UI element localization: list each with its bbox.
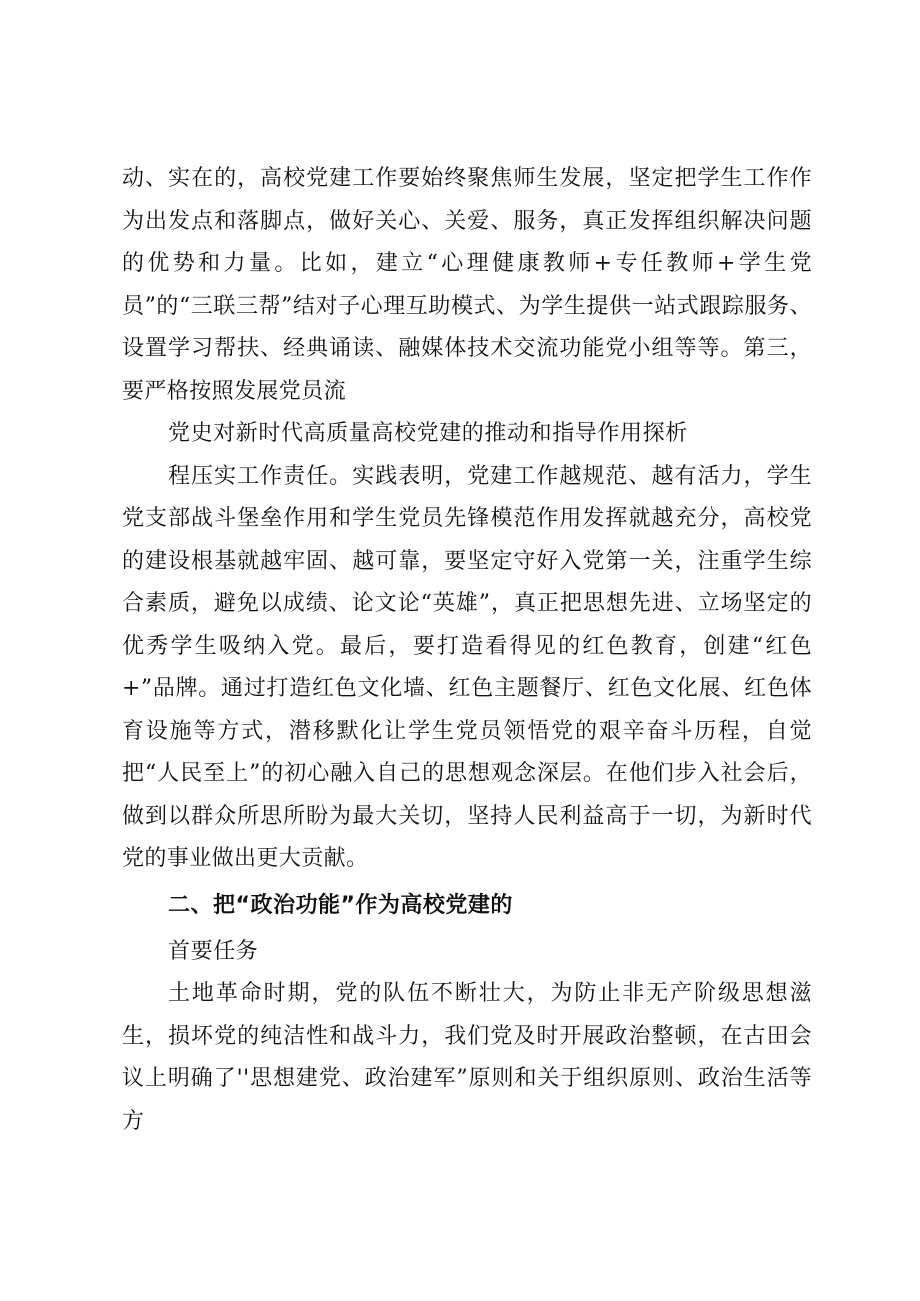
document-body <box>122 158 812 1143</box>
section-heading: 二、把“政治功能”作为高校党建的 <box>168 892 513 918</box>
section-heading-continuation: 首要任务 <box>168 938 259 964</box>
paragraph-continuation: 动、实在的，高校党建工作要始终聚焦师生发展，坚定把学生工作作为出发点和落脚点，做好关心、关爱、服务，真正发挥组织解决问题的优势和力量。比如，建立“心理健康教师+专任教师+学生党员”的“三联三帮”结对子心理互助模式、为学生提供一站式跟踪服务、设置学习帮扶、经典诵读、融媒体技术交流功能党小组等等。第三，要严格按照发展党员流 <box>122 166 812 404</box>
paragraph-section-body: 土地革命时期，党的队伍不断壮大，为防止非无产阶级思想滋生，损坏党的纯洁性和战斗力，我们党及时开展政治整顿，在古田会议上明确了''思想建党、政治建军”原则和关于组织原则、政治生活等方 <box>122 981 812 1134</box>
paragraph-body: 程压实工作责任。实践表明，党建工作越规范、越有活力，学生党支部战斗堡垒作用和学生党员先锋模范作用发挥就越充分，高校党的建设根基就越牢固、越可靠，要坚定守好入党第一关，注重学生综合素质，避免以成绩、论文论“英雄”，真正把思想先进、立场坚定的优秀学生吸纳入党。最后，要打造看得见的红色教育，创建“红色+”品牌。通过打造红色文化墙、红色主题餐厅、红色文化展、红色体育设施等方式，潜移默化让学生党员领悟党的艰辛奋斗历程，自觉把“人民至上”的初心融入自己的思想观念深层。在他们步入社会后，做到以群众所思所盼为最大关切，坚持人民利益高于一切，为新时代党的事业做出更大贡献。 <box>122 463 812 871</box>
document-subtitle: 党史对新时代高质量高校党建的推动和指导作用探析 <box>168 421 688 446</box>
